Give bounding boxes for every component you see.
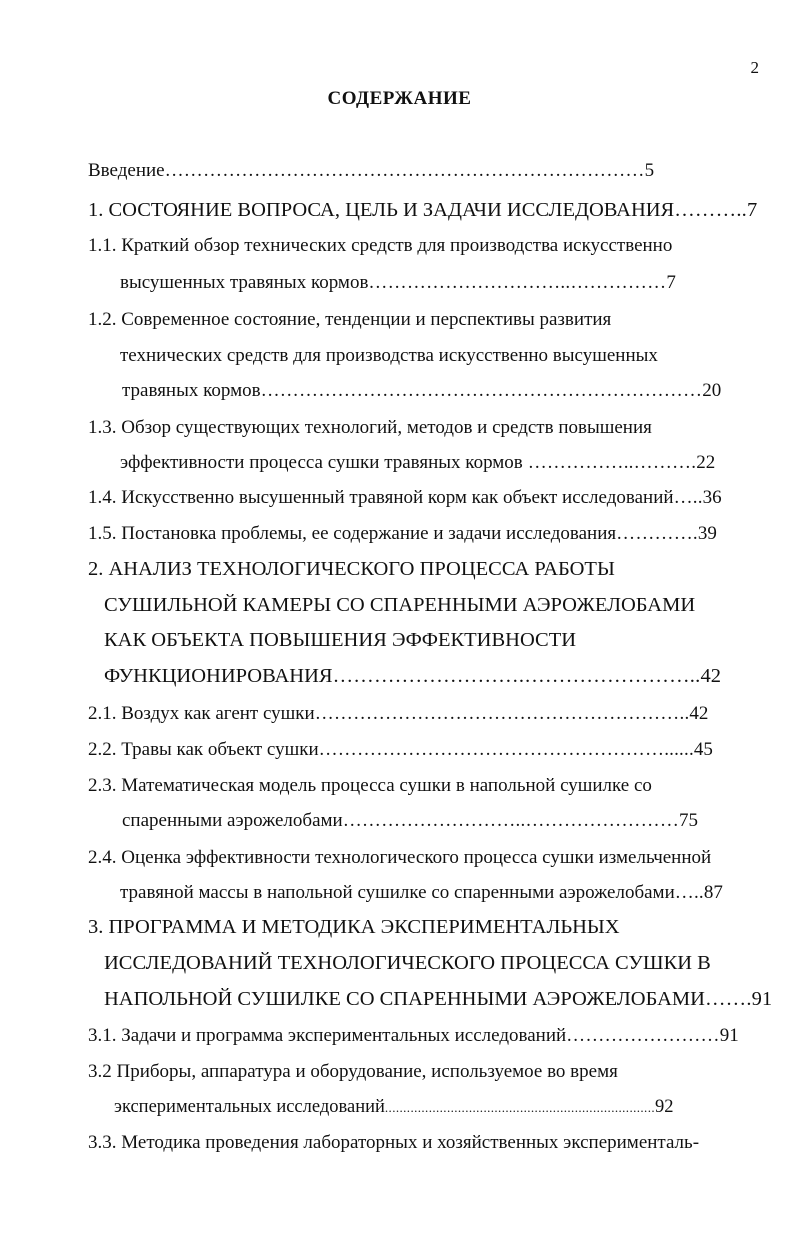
toc-line-intro <box>88 158 654 184</box>
toc-leader-dots: ……….. <box>674 199 747 221</box>
toc-entry-text: 1.5. Постановка проблемы, ее содержание и задачи исследования <box>88 523 617 544</box>
toc-entry-text: 2.3. Математическая модель процесса сушки в напольной сушилке со <box>88 775 652 796</box>
toc-leader-dots: ……. <box>704 988 752 1010</box>
toc-entry-text: 1.3. Обзор существующих технологий, методов и средств повышения <box>88 417 652 438</box>
toc-entry-text: 1. СОСТОЯНИЕ ВОПРОСА, ЦЕЛЬ И ЗАДАЧИ ИССЛЕДОВАНИЯ <box>88 199 675 221</box>
toc-line-1-3-a <box>88 415 652 441</box>
toc-entry-text: 2.4. Оценка эффективности технологического процесса сушки измельченной <box>88 847 712 868</box>
toc-page-number: 42 <box>700 665 721 687</box>
toc-page-number: 39 <box>697 523 717 544</box>
toc-line-1-1-b <box>120 270 676 296</box>
toc-page-number: 36 <box>702 487 722 508</box>
toc-line-chapter-2-c <box>104 627 576 653</box>
toc-entry-text: 2. АНАЛИЗ ТЕХНОЛОГИЧЕСКОГО ПРОЦЕССА РАБОТЫ <box>88 558 615 580</box>
toc-line-chapter-2-b <box>104 592 695 618</box>
toc-line-3-2-a <box>88 1059 618 1085</box>
toc-entry-text: эффективности процесса сушки травяных кормов <box>120 452 523 473</box>
toc-entry-text: 3. ПРОГРАММА И МЕТОДИКА ЭКСПЕРИМЕНТАЛЬНЫХ <box>88 916 620 938</box>
toc-page-number: 91 <box>719 1025 739 1046</box>
toc-page-number: 7 <box>746 199 758 221</box>
toc-entry-text: спаренными аэрожелобами <box>122 810 343 831</box>
toc-entry-text: травяных кормов <box>122 380 261 401</box>
toc-entry-text: ИССЛЕДОВАНИЙ ТЕХНОЛОГИЧЕСКОГО ПРОЦЕССА СУШКИ В <box>104 952 711 974</box>
toc-leader-dots: …………………………………………………………… <box>260 380 703 401</box>
toc-line-3-3-a <box>88 1130 699 1156</box>
toc-line-1-2-c <box>122 378 721 404</box>
toc-line-2-1 <box>88 701 708 727</box>
toc-entry-text: 3.3. Методика проведения лабораторных и хозяйственных эксперименталь- <box>88 1132 700 1153</box>
toc-entry-text: технических средств для производства искусственно высушенных <box>120 345 658 366</box>
toc-line-chapter-3-a <box>88 914 620 940</box>
toc-page-number: 87 <box>703 882 723 903</box>
toc-entry-text: экспериментальных исследований <box>114 1097 385 1117</box>
toc-line-chapter-2-a <box>88 556 615 582</box>
toc-entry-text: КАК ОБЪЕКТА ПОВЫШЕНИЯ ЭФФЕКТИВНОСТИ <box>104 629 577 651</box>
page-number: 2 <box>750 58 759 77</box>
toc-entry-text: Введение <box>88 160 165 181</box>
toc-page-number: 22 <box>696 452 716 473</box>
toc-line-1-4 <box>88 485 722 511</box>
toc-line-2-4-a <box>88 845 711 871</box>
toc-leader-dots: ………………………..…………………… <box>342 810 680 831</box>
toc-entry-text: НАПОЛЬНОЙ СУШИЛКЕ СО СПАРЕННЫМИ АЭРОЖЕЛОБАМИ <box>104 988 705 1010</box>
toc-leader-dots: ……………………….…………………….. <box>332 665 701 687</box>
toc-leader-dots: .......................................................................... <box>384 1100 656 1115</box>
toc-entry-text: 3.2 Приборы, аппаратура и оборудование, используемое во время <box>88 1061 618 1082</box>
toc-page-number: 91 <box>751 988 773 1010</box>
toc-line-2-3-b <box>122 808 698 834</box>
toc-page-number: 7 <box>666 272 676 293</box>
toc-leader-dots: …………. <box>616 523 698 544</box>
toc-entry-text: 3.1. Задачи и программа экспериментальных исследований <box>88 1025 567 1046</box>
toc-line-2-2 <box>88 737 713 763</box>
toc-leader-dots: ………………………………………………………………… <box>164 160 645 181</box>
toc-leader-dots: ………………………………………………….. <box>314 703 690 724</box>
toc-entry-text: 2.2. Травы как объект сушки <box>88 739 319 760</box>
toc-leader-dots: …………………………..…………… <box>368 272 667 293</box>
toc-entry-text: травяной массы в напольной сушилке со спаренными аэрожелобами <box>120 882 675 903</box>
toc-entry-text: СУШИЛЬНОЙ КАМЕРЫ СО СПАРЕННЫМИ АЭРОЖЕЛОБАМИ <box>104 594 696 616</box>
toc-line-chapter-2-d <box>104 663 721 689</box>
toc-line-3-2-b <box>114 1094 674 1121</box>
toc-page-number: 45 <box>693 739 713 760</box>
toc-leader-dots: ….. <box>674 882 704 903</box>
toc-page-number: 92 <box>655 1097 674 1117</box>
toc-line-3-1 <box>88 1023 739 1049</box>
toc-line-chapter-3-b <box>104 950 711 976</box>
toc-line-1-2-b <box>120 343 658 369</box>
toc-leader-dots: ….. <box>673 487 703 508</box>
toc-leader-dots: ………………………………………………...... <box>318 739 694 760</box>
toc-entry-text: 2.1. Воздух как агент сушки <box>88 703 315 724</box>
toc-entry-text: ФУНКЦИОНИРОВАНИЯ <box>104 665 333 687</box>
toc-page-number: 20 <box>702 380 722 401</box>
toc-line-chapter-3-c <box>104 986 772 1012</box>
toc-page-number: 75 <box>679 810 699 831</box>
toc-page-number: 5 <box>644 160 655 181</box>
toc-line-2-4-b <box>120 880 723 906</box>
toc-line-1-5 <box>88 521 717 547</box>
toc-entry-text: 1.1. Краткий обзор технических средств для производства искусственно <box>88 235 673 256</box>
toc-entry-text: 1.4. Искусственно высушенный травяной корм как объект исследований <box>88 487 674 508</box>
toc-leader-dots: …………………… <box>566 1025 720 1046</box>
toc-line-2-3-a <box>88 773 652 799</box>
page-title: СОДЕРЖАНИЕ <box>327 88 472 109</box>
toc-page-number: 42 <box>689 703 709 724</box>
toc-line-1-2-a <box>88 307 611 333</box>
toc-line-chapter-1 <box>88 197 757 223</box>
toc-line-1-1-a <box>88 233 672 259</box>
toc-entry-text: высушенных травяных кормов <box>120 272 369 293</box>
toc-entry-text: 1.2. Современное состояние, тенденции и перспективы развития <box>88 309 612 330</box>
toc-leader-dots: ……………..………. <box>522 452 697 473</box>
toc-line-1-3-b <box>120 450 715 476</box>
